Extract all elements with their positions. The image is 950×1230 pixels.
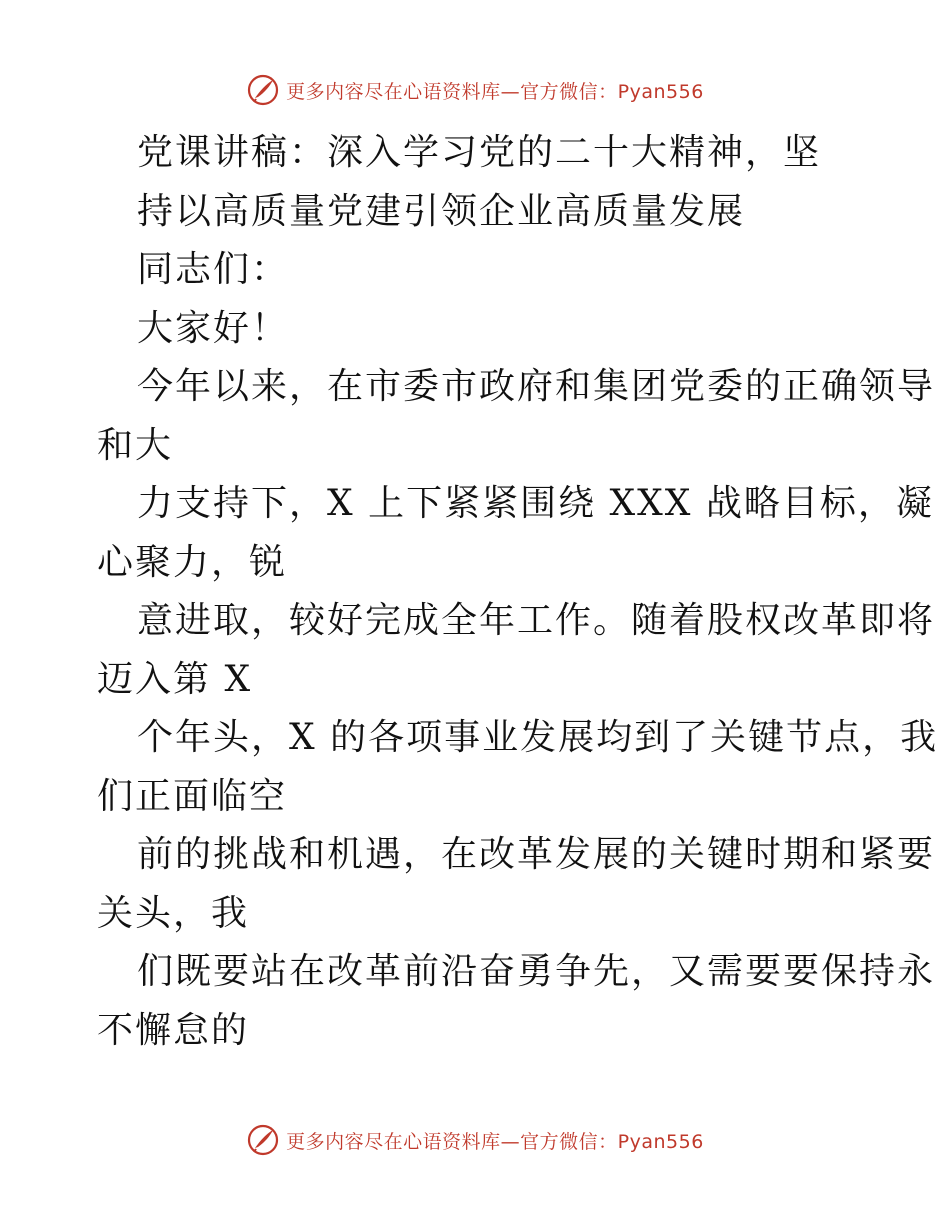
document-body [97, 124, 939, 1060]
paragraph-line: 关头，我 [97, 892, 250, 934]
footer-banner [0, 1120, 950, 1160]
paragraph-line: 们正面临空 [97, 775, 288, 817]
document-title-line: 党课讲稿：深入学习党的二十大精神，坚 [137, 132, 822, 173]
paragraph-line: 意进取，较好完成全年工作。随着股权改革即将 [137, 600, 936, 641]
footer-banner-text: 更多内容尽在心语资料库—官方微信：Pyan556 [286, 1130, 704, 1153]
paragraph-line: 同志们： [137, 249, 290, 290]
quill-pen-logo-icon [246, 1123, 280, 1157]
paragraph-line: 个年头，X 的各项事业发展均到了关键节点，我 [137, 717, 939, 758]
document-title-line: 持以高质量党建引领企业高质量发展 [137, 190, 746, 232]
paragraph-line: 和大 [97, 424, 174, 466]
paragraph-line: 迈入第 X [97, 658, 253, 700]
paragraph-line: 今年以来，在市委市政府和集团党委的正确领导 [137, 366, 936, 407]
paragraph-line: 前的挑战和机遇，在改革发展的关键时期和紧要 [137, 834, 936, 875]
header-banner [0, 70, 950, 110]
header-banner-text: 更多内容尽在心语资料库—官方微信：Pyan556 [286, 80, 704, 103]
paragraph-line: 大家好！ [137, 307, 290, 349]
paragraph-line: 不懈怠的 [97, 1009, 250, 1051]
paragraph-line: 们既要站在改革前沿奋勇争先，又需要要保持永 [137, 951, 936, 992]
paragraph-line: 力支持下，X 上下紧紧围绕 XXX 战略目标，凝 [137, 483, 934, 524]
quill-pen-logo-icon [246, 73, 280, 107]
paragraph-line: 心聚力，锐 [97, 541, 288, 583]
